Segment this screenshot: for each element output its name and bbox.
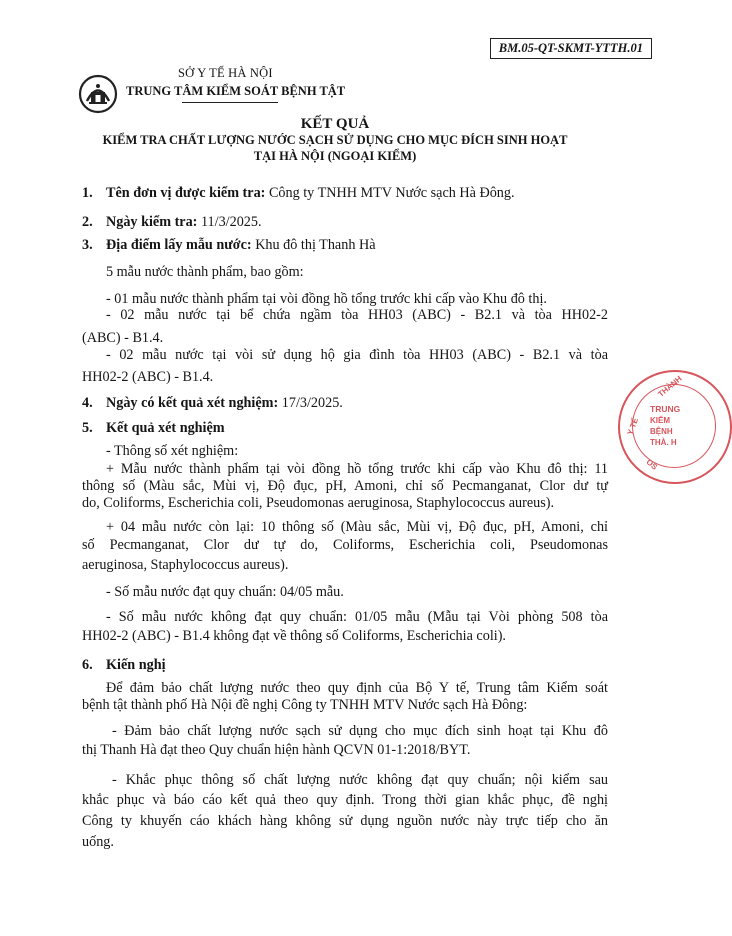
item-5-label: Kết quả xét nghiệm bbox=[106, 420, 225, 436]
seal-text-7: OS bbox=[644, 457, 660, 472]
item-6-label: Kiến nghị bbox=[106, 657, 166, 673]
sample-3-line1: - 02 mẫu nước tại vòi sử dụng hộ gia đình tòa HH03 (ABC) - B2.1 và tòa bbox=[106, 347, 608, 363]
params-1-line2: thông số (Màu sắc, Mùi vị, Độ đục, pH, Amoni, chỉ số Pecmanganat, Clor dư tự bbox=[82, 478, 608, 494]
seal-inner-ring bbox=[632, 384, 716, 468]
params-2-line1: + 04 mẫu nước còn lại: 10 thông số (Màu sắc, Mùi vị, Độ đục, pH, Amoni, chỉ bbox=[106, 519, 608, 535]
seal-text-6: Y TẾ bbox=[625, 416, 641, 437]
org-underline bbox=[182, 102, 278, 103]
seal-text-3: KIỂM bbox=[650, 416, 670, 425]
form-code-box bbox=[490, 38, 652, 59]
recommend-intro-line1: Để đảm bảo chất lượng nước theo quy định của Bộ Y tế, Trung tâm Kiểm soát bbox=[106, 680, 608, 696]
sample-1: - 01 mẫu nước thành phẩm tại vòi đồng hồ tổng trước khi cấp vào Khu đô thị. bbox=[106, 291, 547, 307]
item-1-number: 1. bbox=[82, 185, 93, 201]
official-seal-stamp bbox=[618, 370, 732, 484]
org-name: TRUNG TÂM KIỂM SOÁT BỆNH TẬT bbox=[126, 84, 346, 98]
cdc-logo-icon bbox=[78, 74, 118, 114]
doc-subtitle-2: TẠI HÀ NỘI (NGOẠI KIỂM) bbox=[253, 149, 417, 163]
item-4-value: 17/3/2025. bbox=[278, 395, 343, 411]
recommend-intro-line2: bệnh tật thành phố Hà Nội đề nghị Công ty TNHH MTV Nước sạch Hà Đông: bbox=[82, 697, 528, 713]
item-2-number: 2. bbox=[82, 214, 93, 230]
sample-2-line2: (ABC) - B1.4. bbox=[82, 330, 164, 346]
item-6-number: 6. bbox=[82, 657, 93, 673]
item-5-number: 5. bbox=[82, 420, 93, 436]
seal-text-2: TRUNG bbox=[650, 404, 681, 414]
item-3-number: 3. bbox=[82, 237, 93, 253]
sample-3-line2: HH02-2 (ABC) - B1.4. bbox=[82, 369, 214, 385]
item-4 bbox=[106, 394, 343, 412]
seal-text-4: BỆNH bbox=[650, 427, 673, 436]
recommend-2-line2: khắc phục và báo cáo kết quả theo quy định. Trong thời gian khắc phục, đề nghị bbox=[82, 792, 608, 808]
item-2-label: Ngày kiểm tra: bbox=[106, 214, 198, 230]
item-4-number: 4. bbox=[82, 395, 93, 411]
recommend-2-line3: Công ty khuyến cáo khách hàng không sử dụng nguồn nước này trực tiếp cho ăn bbox=[82, 813, 608, 829]
item-4-label: Ngày có kết quả xét nghiệm: bbox=[106, 395, 279, 411]
seal-text-5: THÀ. H bbox=[650, 438, 677, 447]
item-2 bbox=[106, 213, 262, 231]
params-1-line3: do, Coliforms, Escherichia coli, Pseudomonas aeruginosa, Staphylococcus aureus). bbox=[82, 495, 555, 511]
item-1-label: Tên đơn vị được kiểm tra: bbox=[106, 185, 266, 201]
recommend-2-line4: uống. bbox=[82, 834, 114, 850]
fail-count-line2: HH02-2 (ABC) - B1.4 không đạt về thông số Coliforms, Escherichia coli). bbox=[82, 628, 506, 644]
item-3 bbox=[106, 236, 376, 254]
params-label: - Thông số xét nghiệm: bbox=[106, 443, 239, 459]
doc-subtitle-1: KIỂM TRA CHẤT LƯỢNG NƯỚC SẠCH SỬ DỤNG CHO MỤC ĐÍCH SINH HOẠT bbox=[102, 133, 568, 147]
samples-intro: 5 mẫu nước thành phẩm, bao gồm: bbox=[106, 264, 304, 280]
item-1-value: Công ty TNHH MTV Nước sạch Hà Đông. bbox=[265, 185, 515, 201]
fail-count-line1: - Số mẫu nước không đạt quy chuẩn: 01/05 mẫu (Mẫu tại Vòi phòng 508 tòa bbox=[106, 609, 608, 625]
params-2-line3: aeruginosa, Staphylococcus aureus). bbox=[82, 557, 289, 573]
doc-title: KẾT QUẢ bbox=[300, 116, 370, 132]
sample-2-line1: - 02 mẫu nước tại bể chứa ngầm tòa HH03 (ABC) - B2.1 và tòa HH02-2 bbox=[106, 307, 608, 323]
item-6 bbox=[106, 656, 166, 674]
params-2-line2: số Pecmanganat, Clor dư tự do, Coliforms, Escherichia coli, Pseudomonas bbox=[82, 537, 608, 553]
recommend-1-line1: - Đảm bảo chất lượng nước sạch sử dụng cho mục đích sinh hoạt tại Khu đô bbox=[112, 723, 608, 739]
org-parent: SỞ Y TẾ HÀ NỘI bbox=[178, 66, 273, 80]
item-3-label: Địa điểm lấy mẫu nước: bbox=[106, 237, 252, 253]
item-3-value: Khu đô thị Thanh Hà bbox=[251, 237, 376, 253]
item-5 bbox=[106, 419, 225, 437]
pass-count: - Số mẫu nước đạt quy chuẩn: 04/05 mẫu. bbox=[106, 584, 344, 600]
seal-text-1: THÀNH bbox=[656, 374, 684, 399]
params-1-line1: + Mẫu nước thành phẩm tại vòi đồng hồ tổng trước khi cấp vào Khu đô thị: 11 bbox=[106, 461, 608, 477]
item-2-value: 11/3/2025. bbox=[197, 214, 262, 230]
recommend-1-line2: thị Thanh Hà đạt theo Quy chuẩn hiện hành QCVN 01-1:2018/BYT. bbox=[82, 742, 471, 758]
form-code: BM.05-QT-SKMT-YTTH.01 bbox=[498, 41, 643, 55]
item-1 bbox=[106, 184, 515, 202]
recommend-2-line1: - Khắc phục thông số chất lượng nước không đạt quy chuẩn; nội kiểm sau bbox=[112, 772, 608, 788]
